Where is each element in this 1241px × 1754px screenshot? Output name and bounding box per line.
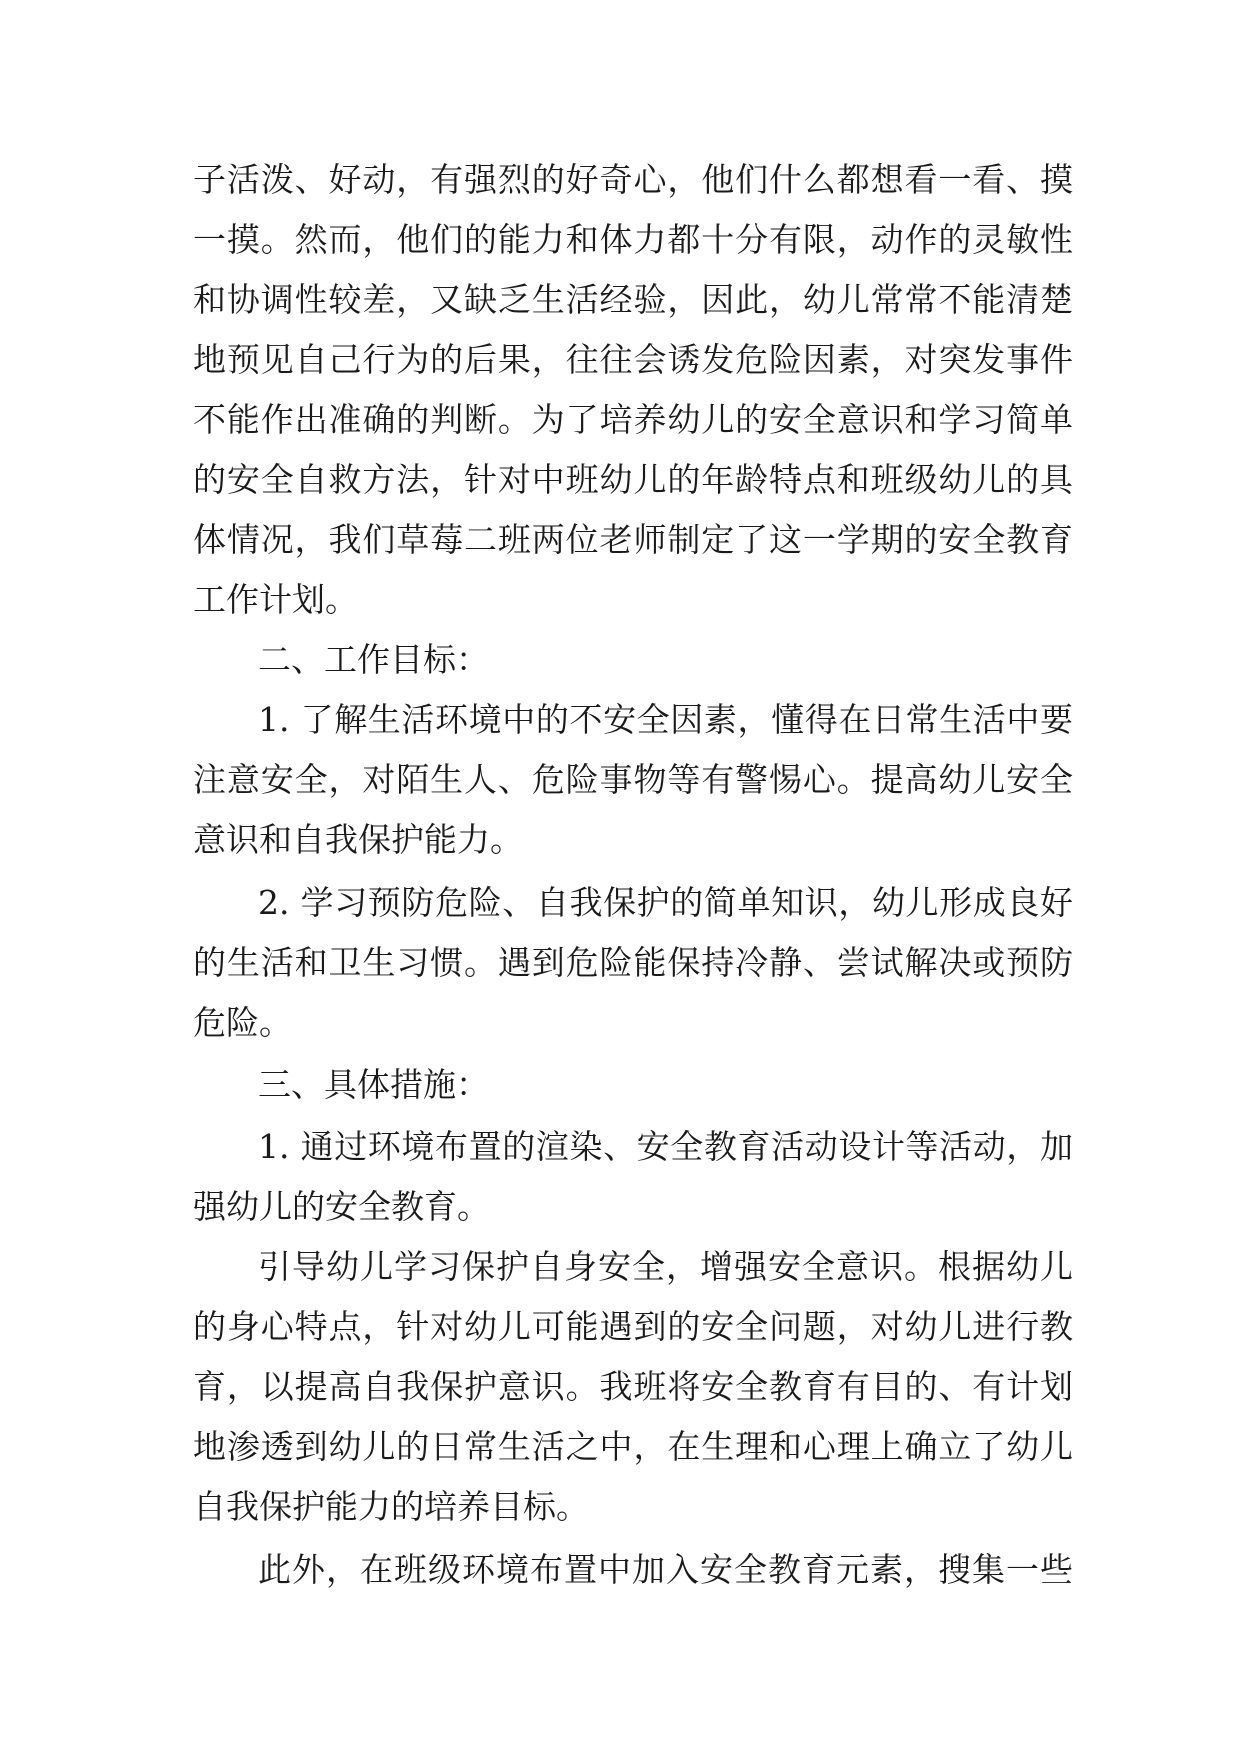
body-text-line: 不能作出准确的判断。为了培养幼儿的安全意识和学习简单 (193, 400, 1073, 439)
body-text-line: 的安全自救方法，针对中班幼儿的年龄特点和班级幼儿的具 (193, 460, 1073, 499)
body-text-line: 地预见自己行为的后果，往往会诱发危险因素，对突发事件 (193, 340, 1073, 379)
list-item-line: 1. 通过环境布置的渲染、安全教育活动设计等活动，加 (258, 1127, 1073, 1166)
body-text-line: 注意安全，对陌生人、危险事物等有警惕心。提高幼儿安全 (193, 760, 1073, 799)
body-text-line: 危险。 (193, 1003, 292, 1042)
section-heading: 三、具体措施： (258, 1065, 489, 1104)
body-text-line: 的身心特点，针对幼儿可能遇到的安全问题，对幼儿进行教 (193, 1307, 1073, 1346)
body-text-line: 强幼儿的安全教育。 (193, 1187, 490, 1226)
body-text-line: 意识和自我保护能力。 (193, 820, 523, 859)
body-text-line: 育，以提高自我保护意识。我班将安全教育有目的、有计划 (193, 1367, 1073, 1406)
body-text-line: 一摸。然而，他们的能力和体力都十分有限，动作的灵敏性 (193, 220, 1073, 259)
body-text-line: 地渗透到幼儿的日常生活之中，在生理和心理上确立了幼儿 (193, 1427, 1073, 1466)
body-text-line: 的生活和卫生习惯。遇到危险能保持冷静、尝试解决或预防 (193, 943, 1073, 982)
section-heading: 二、工作目标： (258, 640, 489, 679)
list-item-line: 2. 学习预防危险、自我保护的简单知识，幼儿形成良好 (258, 883, 1073, 922)
body-text-line: 自我保护能力的培养目标。 (193, 1487, 589, 1526)
paragraph-first-line: 此外，在班级环境布置中加入安全教育元素，搜集一些 (258, 1550, 1073, 1589)
body-text-line: 和协调性较差，又缺乏生活经验，因此，幼儿常常不能清楚 (193, 280, 1073, 319)
paragraph-first-line: 引导幼儿学习保护自身安全，增强安全意识。根据幼儿 (258, 1247, 1073, 1286)
list-item-line: 1. 了解生活环境中的不安全因素，懂得在日常生活中要 (258, 700, 1073, 739)
body-text-line: 子活泼、好动，有强烈的好奇心，他们什么都想看一看、摸 (193, 160, 1073, 199)
body-text-line: 工作计划。 (193, 580, 358, 619)
body-text-line: 体情况，我们草莓二班两位老师制定了这一学期的安全教育 (193, 520, 1073, 559)
